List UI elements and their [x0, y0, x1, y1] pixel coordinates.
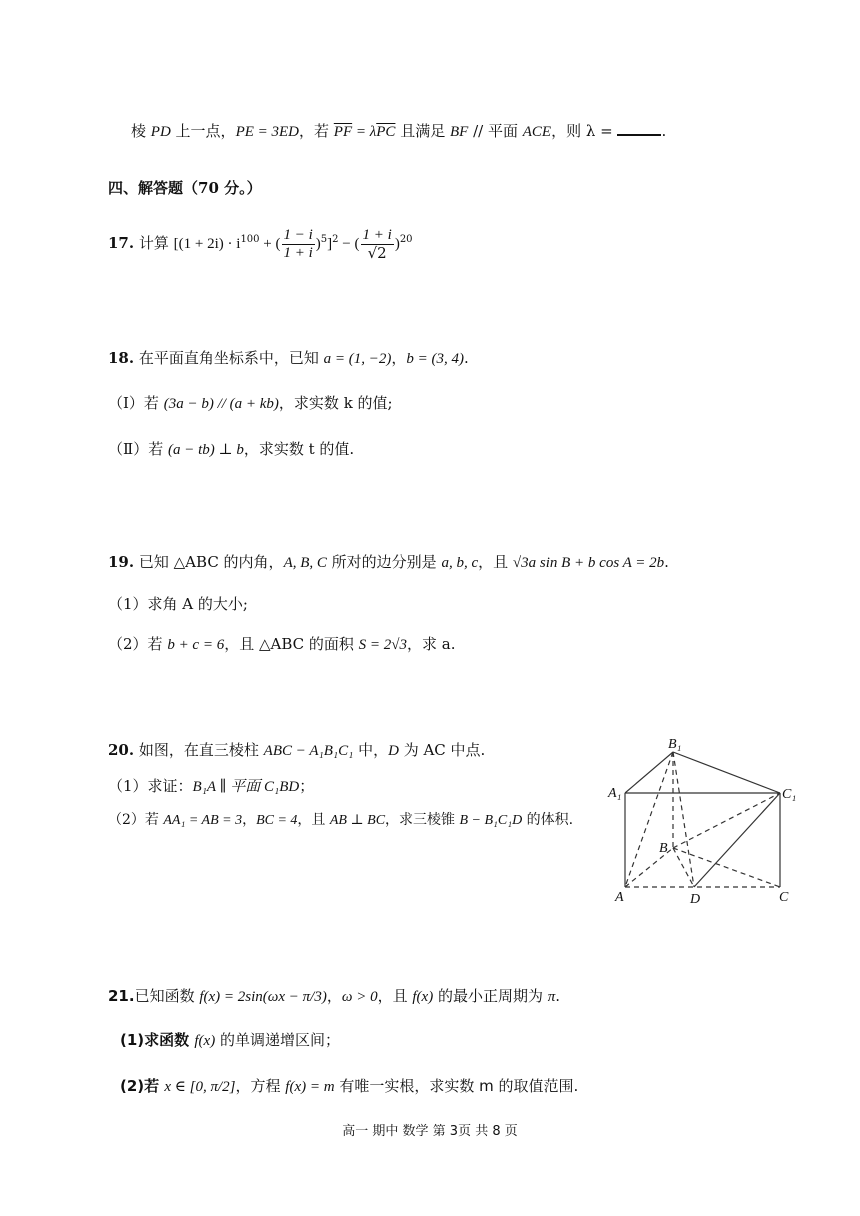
section-title: 四、解答题（70 分。） [108, 179, 262, 197]
question-21-part-2: (2)若 x ∈ [0, π/2]，方程 f(x) = m 有唯一实根，求实数 m 的取值范围. [120, 1077, 579, 1095]
edge-b1c1 [673, 752, 780, 793]
edge-c1d [694, 793, 780, 887]
label-a: A [615, 890, 624, 905]
question-20-part-1: （1）求证：B₁A ∥ 平面 C₁BD； [108, 777, 315, 795]
answer-blank[interactable] [617, 120, 661, 136]
label-c: C [779, 890, 789, 905]
label-a1: A₁ [608, 786, 622, 801]
question-21-part-1: (1)求函数 f(x) 的单调递增区间； [120, 1031, 340, 1049]
label-c1: C₁ [782, 787, 797, 802]
question-18-part-1: （Ⅰ）若 (3a − b) // (a + kb)，求实数 k 的值; [108, 394, 393, 412]
label-b: B [659, 841, 668, 856]
question-17: 17. 计算 [$(1 + 2i) \cdot i^{100}$ + ( $\frac{1 - i}{1 + i}$ )$^5$]$^2$ − ( $\frac{1 + i}{√2}$ )$^{20}$ [108, 226, 413, 262]
vector-pf: $\overline{PF}$ [333, 124, 353, 140]
vector-pc: $\overline{PC}$ [376, 124, 396, 140]
fraction-1: $\frac{1 - i}{1 + i}$ [283, 226, 313, 261]
q16-tail: 棱 PD 上一点，PE = 3ED，若 $\overline{PF} = \lambda\overline{PC}$ 且满足 BF // 平面 ACE，则 λ = . [131, 122, 667, 140]
question-21: 21.已知函数 f(x) = 2sin(ωx − π/3)，ω > 0，且 f(x) 的最小正周期为 π. [108, 987, 561, 1005]
question-18-part-2: （Ⅱ）若 (a − tb) ⊥ b，求实数 t 的值. [108, 440, 355, 458]
page-footer: 高一 期中 数学 第 3页 共 8 页 [342, 1124, 518, 1139]
question-19: 19. 已知 △ABC 的内角，A, B, C 所对的边分别是 a, b, c，且 √3a sin B + b cos A = 2b. [108, 553, 669, 571]
label-d: D [690, 892, 701, 905]
question-19-part-2: （2）若 b + c = 6，且 △ABC 的面积 S = 2√3，求 a. [108, 635, 456, 653]
prism-figure [606, 735, 802, 905]
edge-bd [673, 848, 694, 887]
edge-bc1 [673, 793, 780, 848]
question-18: 18. 在平面直角坐标系中，已知 a = (1, −2)，b = (3, 4). [108, 349, 469, 367]
question-20: 20. 如图，在直三棱柱 ABC − A₁B₁C₁ 中，D 为 AC 中点. [108, 741, 486, 759]
fraction-2: $\frac{1 + i}{√2}$ [362, 226, 392, 262]
label-b1: B₁ [668, 737, 682, 752]
question-20-part-2: （2）若 AA₁ = AB = 3，BC = 4，且 AB ⊥ BC，求三棱锥 B − B₁C₁D 的体积. [108, 812, 574, 828]
question-19-part-1: （1）求角 A 的大小; [108, 595, 248, 613]
